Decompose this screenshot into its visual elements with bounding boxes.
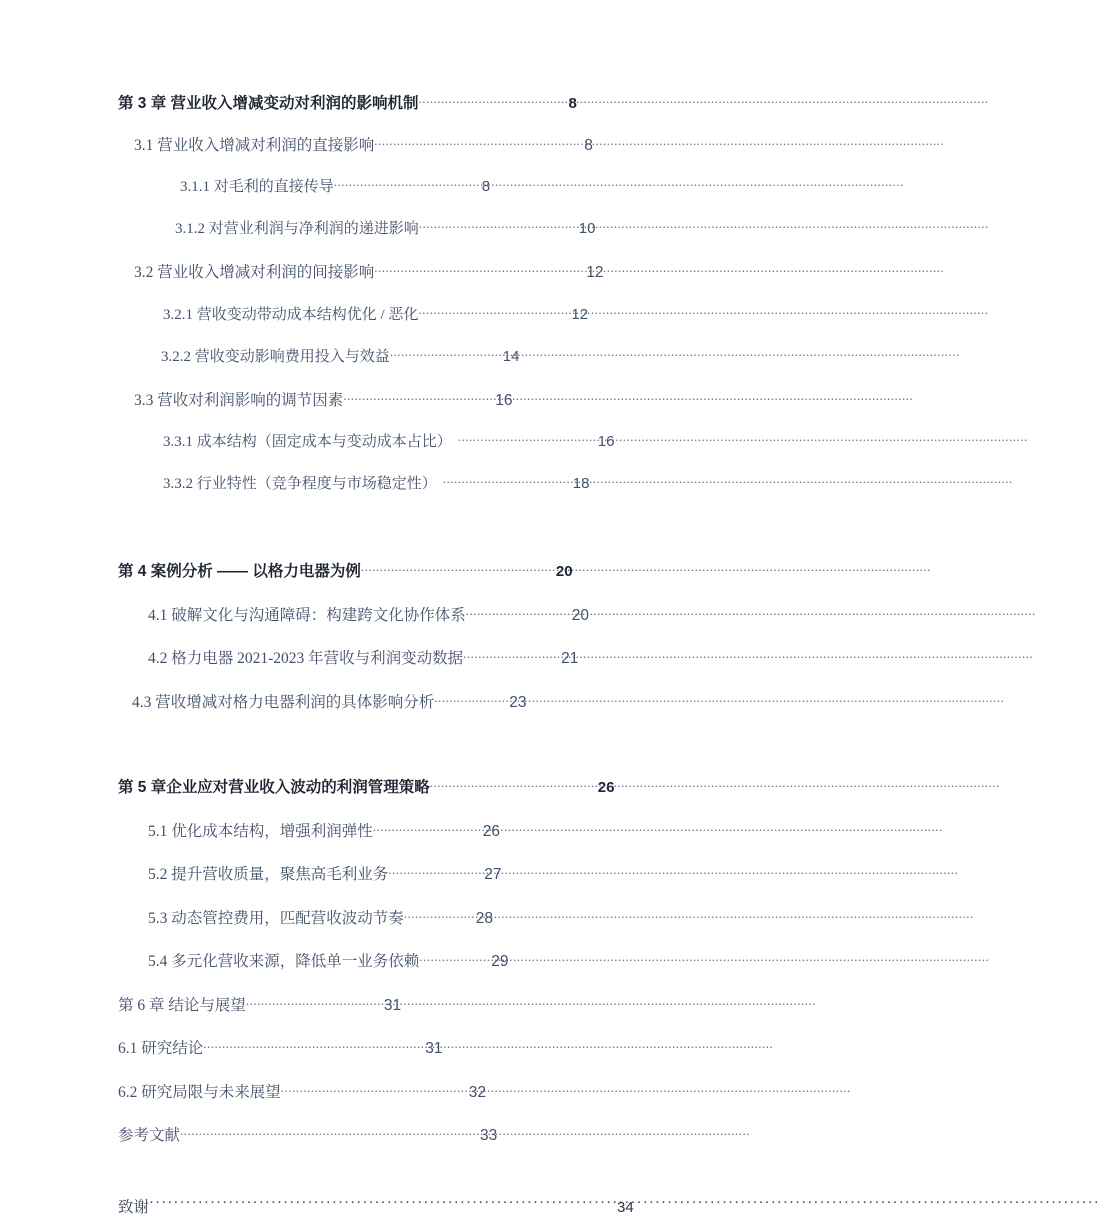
toc-leader-dots [374,134,584,150]
toc-entry-label: 5.4 多元化营收来源，降低单一业务依赖 [148,953,420,970]
toc-page-number: 8 [584,136,593,154]
toc-page-number: 16 [597,433,615,450]
toc-leader-dots [463,647,561,663]
toc-page-number: 10 [578,220,596,237]
table-of-contents [118,92,678,1215]
toc-page-number: 16 [495,391,513,409]
toc-entry-label: 3.2 营业收入增减对利润的间接影响 [134,264,375,281]
toc-entry[interactable] [148,820,678,840]
toc-leader-dots [434,691,509,707]
toc-page-number: 23 [509,693,527,711]
toc-entry-label: 4.2 格力电器 2021-2023 年营收与利润变动数据 [148,650,464,667]
toc-page-number: 20 [571,606,590,624]
toc-leader-dots [419,217,579,233]
toc-leader-dots [281,1081,469,1097]
toc-entry[interactable] [134,389,678,409]
toc-leader-dots [343,389,495,405]
toc-leader-dots [390,345,503,361]
toc-entry[interactable] [148,647,678,667]
toc-leader-dots [419,950,491,966]
toc-leader-dots [374,261,586,277]
toc-leader-dots [334,175,482,191]
toc-entry-label: 3.1 营业收入增减对利润的直接影响 [134,136,375,154]
toc-leader-dots [361,560,556,576]
toc-page-number: 27 [484,866,502,883]
toc-entry-label: 第 3 章 营业收入增减变动对利润的影响机制 [118,95,419,112]
toc-leader-dots [246,994,384,1010]
toc-page-number: 8 [568,95,577,112]
toc-entry-label: 3.2.1 营收变动带动成本结构优化 / 恶化 [163,306,419,323]
toc-leader-dots [149,1196,617,1212]
toc-page-number: 26 [482,822,501,840]
toc-leader-dots [419,92,569,108]
toc-entry-label: 参考文献 [118,1127,181,1144]
toc-page-number: 20 [555,563,573,580]
toc-entry-label: 4.1 破解文化与沟通障碍：构建跨文化协作体系 [148,606,466,624]
toc-page-number: 31 [383,996,402,1014]
toc-page-number: 18 [572,475,590,492]
toc-entry[interactable] [118,560,678,580]
toc-entry-label: 3.3.2 行业特性（竞争程度与市场稳定性） [163,476,437,492]
toc-entry[interactable] [148,907,678,927]
toc-entry[interactable] [148,950,678,970]
toc-entry[interactable] [148,604,678,624]
toc-page-number: 32 [468,1083,487,1101]
toc-entry-label: 4.3 营收增减对格力电器利润的具体影响分析 [132,693,435,711]
toc-leader-dots [458,430,598,446]
toc-page-number: 12 [586,264,604,281]
toc-page-number: 33 [480,1127,498,1144]
toc-entry-label: 第 4 案例分析 —— 以格力电器为例 [118,563,361,580]
toc-entry[interactable] [118,1196,678,1216]
toc-entry-label: 第 6 章 结论与展望 [118,996,246,1014]
toc-page-number: 8 [481,178,491,195]
toc-entry-label: 3.1.2 对营业利润与净利润的递进影响 [175,221,419,237]
toc-entry-label: 3.3.1 成本结构（固定成本与变动成本占比） [163,434,452,450]
toc-entry[interactable] [118,92,678,112]
toc-page-number: 26 [597,779,615,796]
toc-leader-dots [443,472,573,488]
toc-entry-label: 5.3 动态管控费用，匹配营收波动节奏 [148,909,404,927]
toc-page-number: 21 [561,650,579,667]
toc-page-number: 28 [475,909,494,927]
toc-entry[interactable] [118,1124,678,1144]
toc-leader-dots [418,303,571,319]
toc-entry-label: 5.2 提升营收质量，聚焦高毛利业务 [148,866,389,883]
toc-entry-label: 6.2 研究局限与未来展望 [118,1083,281,1101]
toc-leader-dots [180,1124,480,1140]
toc-entry[interactable] [118,1081,678,1101]
toc-page-number: 34 [617,1198,634,1216]
toc-leader-dots [466,604,572,620]
toc-leader-dots [373,820,483,836]
toc-entry[interactable] [134,134,678,154]
toc-leader-dots [388,863,484,879]
toc-entry-label: 致谢 [118,1198,150,1216]
toc-entry[interactable] [161,345,678,365]
toc-page-number: 31 [425,1040,443,1057]
toc-entry[interactable] [118,776,678,796]
toc-entry[interactable] [163,472,678,492]
toc-entry[interactable] [134,261,678,281]
toc-entry[interactable] [163,430,678,450]
toc-entry[interactable] [175,217,678,237]
toc-entry-label: 第 5 章企业应对营业收入波动的利润管理策略 [118,779,430,796]
toc-entry[interactable] [148,863,678,883]
toc-page-number: 12 [571,305,589,323]
toc-entry[interactable] [118,1037,678,1057]
toc-entry[interactable] [180,175,678,195]
toc-entry-label: 3.2.2 营收变动影响费用投入与效益 [161,348,390,365]
toc-leader-dots [430,776,598,792]
toc-leader-dots [404,907,476,923]
toc-page-number: 29 [491,953,509,970]
toc-entry[interactable] [118,994,678,1014]
toc-entry[interactable] [132,691,678,711]
toc-leader-dots [203,1037,425,1053]
toc-entry[interactable] [163,303,678,323]
toc-entry-label: 6.1 研究结论 [118,1040,204,1057]
toc-entry-label: 3.3 营收对利润影响的调节因素 [134,391,344,409]
toc-page-number: 14 [502,347,520,365]
toc-entry-label: 3.1.1 对毛利的直接传导 [180,179,334,195]
toc-entry-label: 5.1 优化成本结构，增强利润弹性 [148,822,373,840]
